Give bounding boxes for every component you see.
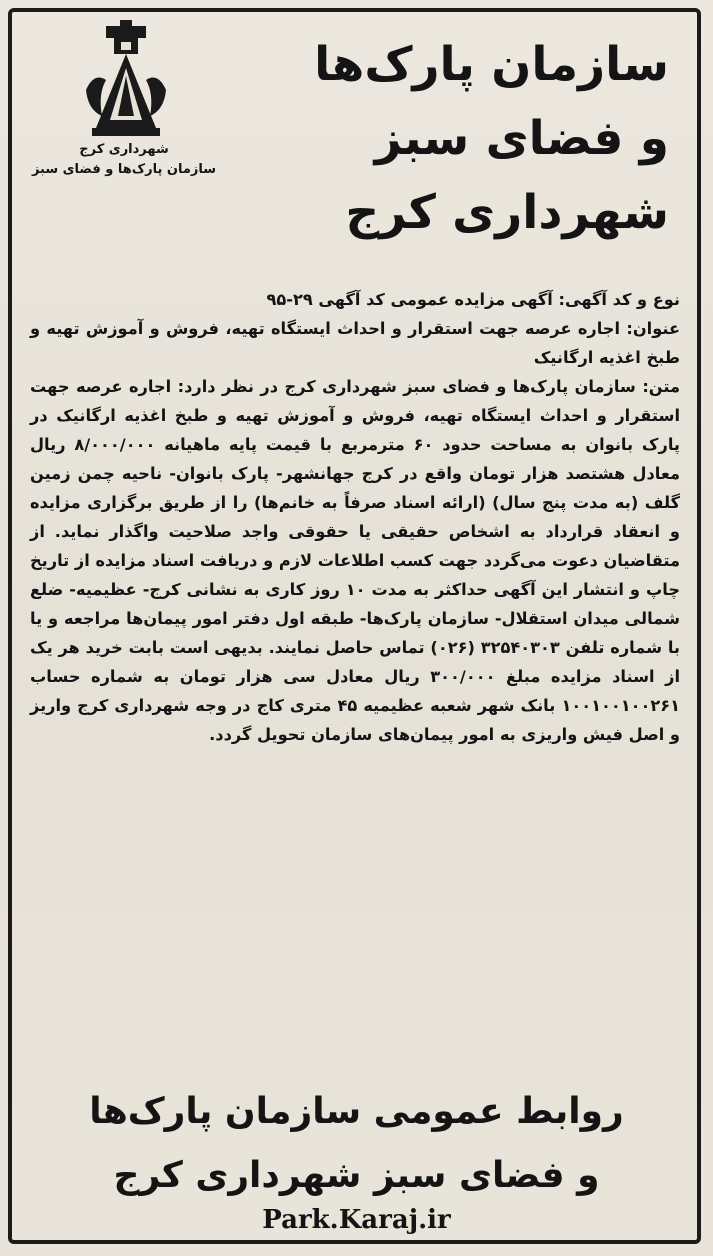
subject-text: اجاره عرصه جهت استقرار و احداث ایستگاه تهیه، فروش و آموزش تهیه و طبخ اغذیه ارگانیک xyxy=(30,319,680,367)
notice-text xyxy=(30,372,680,749)
subject-label: عنوان: xyxy=(626,319,681,338)
logo-caption-line-1: شهرداری کرج xyxy=(79,142,169,157)
body-text: سازمان پارک‌ها و فضای سبز شهرداری کرج در نظر دارد: اجاره عرصه جهت استقرار و احداث ایستگاه تهیه، فروش و آموزش تهیه و طبخ اغذیه ارگانیک در پارک بانوان به مساحت حدود ۶۰ مترمربع با قیمت پایه ماهیانه ۸/۰۰۰/۰۰۰ ریال معادل هشتصد هزار تومان واقع در کرج جهانشهر- پارک بانوان- ناحیه چمن زمین گلف (به مدت پنج سال) (ارائه اسناد صرفاً به خانم‌ها) را از طریق برگزاری مزایده و انعقاد قرارداد به اشخاص حقیقی یا حقوقی واجد صلاحیت واگذار نماید. از متقاضیان دعوت می‌گردد جهت کسب اطلاعات لازم و دریافت اسناد مزایده از تاریخ چاپ و انتشار این آگهی حداکثر به مدت ۱۰ روز کاری به نشانی کرج- عظیمیه- ضلع شمالی میدان استقلال- سازمان پارک‌ها- طبقه اول دفتر امور پیمان‌ها مراجعه و یا با شماره تلفن ۳۲۵۴۰۳۰۳ (۰۲۶) تماس حاصل نمایند. بدیهی است بابت خرید هر یک از اسناد مزایده مبلغ ۳۰۰/۰۰۰ ریال معادل سی هزار تومان به شماره حساب ۱۰۰۱۰۰۱۰۰۲۶۱ بانک شهر شعبه عظیمیه ۴۵ متری کاج در وجه شهرداری کرج واریز و اصل فیش واریزی به امور پیمان‌های سازمان تحویل گردد. xyxy=(30,377,680,744)
title-line-2: و فضای سبز xyxy=(374,111,669,166)
footer-line-1: روابط عمومی سازمان پارک‌ها xyxy=(89,1091,624,1132)
title-line-3: شهرداری کرج xyxy=(345,185,669,240)
body-label: متن: xyxy=(642,377,680,396)
title-line-1: سازمان پارک‌ها xyxy=(314,37,669,92)
logo-caption xyxy=(24,140,224,180)
organization-title xyxy=(239,28,669,250)
logo-caption-line-2: سازمان پارک‌ها و فضای سبز xyxy=(31,162,217,177)
footer-line-2: و فضای سبز شهرداری کرج xyxy=(113,1155,600,1196)
municipality-logo-icon xyxy=(76,20,176,138)
notice-body xyxy=(30,285,680,749)
notice-header xyxy=(14,14,699,274)
website-address: Park.Karaj.ir xyxy=(262,1205,451,1235)
notice-subject xyxy=(30,314,680,372)
notice-type-line: نوع و کد آگهی: آگهی مزایده عمومی کد آگهی ۲۹-۹۵ xyxy=(266,290,680,309)
public-relations-signature xyxy=(20,1080,693,1208)
